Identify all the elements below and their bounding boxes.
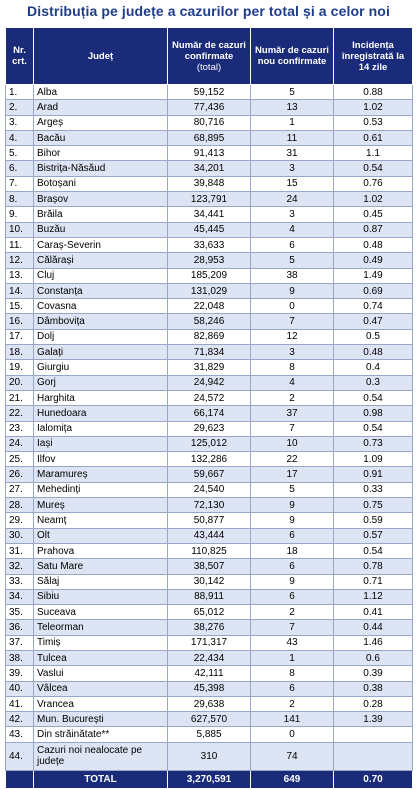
row-incidence: 1.09 [334, 452, 413, 467]
row-new: 10 [251, 436, 334, 451]
row-nr: 29. [6, 513, 34, 528]
row-incidence: 0.48 [334, 237, 413, 252]
row-total: 45,445 [168, 222, 251, 237]
table-row [6, 329, 413, 344]
row-judet: Mehedinți [34, 482, 168, 497]
row-nr: 3. [6, 115, 34, 130]
row-new: 37 [251, 406, 334, 421]
row-total: 80,716 [168, 115, 251, 130]
row-total: 125,012 [168, 436, 251, 451]
table-row [6, 176, 413, 191]
row-incidence: 0.38 [334, 681, 413, 696]
row-judet: Hunedoara [34, 406, 168, 421]
row-nr: 18. [6, 345, 34, 360]
row-judet: Cazuri noi nealocate pe județe [34, 742, 168, 770]
row-judet: Buzău [34, 222, 168, 237]
total-new: 649 [251, 770, 334, 788]
table-row [6, 100, 413, 115]
row-nr: 24. [6, 436, 34, 451]
row-judet: Sibiu [34, 589, 168, 604]
row-nr: 16. [6, 314, 34, 329]
header-judet: Județ [34, 28, 168, 85]
row-total: 31,829 [168, 360, 251, 375]
header-incidence: Incidența înregistrată la 14 zile [334, 28, 413, 85]
row-nr: 6. [6, 161, 34, 176]
row-judet: Satu Mare [34, 559, 168, 574]
row-new: 11 [251, 130, 334, 145]
table-row [6, 314, 413, 329]
row-judet: Caraș-Severin [34, 237, 168, 252]
table-row [6, 222, 413, 237]
header-total-label: Număr de cazuri confirmate [172, 39, 246, 62]
row-nr: 10. [6, 222, 34, 237]
row-judet: Teleorman [34, 620, 168, 635]
row-nr: 36. [6, 620, 34, 635]
row-total: 24,942 [168, 375, 251, 390]
row-new: 2 [251, 390, 334, 405]
row-nr: 8. [6, 192, 34, 207]
row-new: 9 [251, 513, 334, 528]
row-incidence: 0.57 [334, 528, 413, 543]
table-row [6, 559, 413, 574]
row-total: 185,209 [168, 268, 251, 283]
table-row [6, 620, 413, 635]
table-row [6, 161, 413, 176]
row-nr: 33. [6, 574, 34, 589]
row-new: 24 [251, 192, 334, 207]
row-incidence: 0.88 [334, 85, 413, 100]
row-incidence: 0.54 [334, 543, 413, 558]
table-row [6, 696, 413, 711]
row-nr: 21. [6, 390, 34, 405]
row-new: 7 [251, 314, 334, 329]
row-incidence: 0.41 [334, 605, 413, 620]
row-judet: Gorj [34, 375, 168, 390]
row-incidence: 0.78 [334, 559, 413, 574]
row-total: 22,434 [168, 650, 251, 665]
row-nr: 42. [6, 712, 34, 727]
row-judet: Vrancea [34, 696, 168, 711]
row-total: 310 [168, 742, 251, 770]
table-row [6, 666, 413, 681]
row-total: 24,572 [168, 390, 251, 405]
total-incidence: 0.70 [334, 770, 413, 788]
table-row [6, 727, 413, 742]
table-row [6, 467, 413, 482]
row-incidence: 1.02 [334, 192, 413, 207]
row-new: 4 [251, 375, 334, 390]
row-nr: 17. [6, 329, 34, 344]
row-new: 15 [251, 176, 334, 191]
table-row [6, 115, 413, 130]
row-new: 6 [251, 681, 334, 696]
row-nr: 12. [6, 253, 34, 268]
row-incidence: 0.74 [334, 299, 413, 314]
row-judet: Vâlcea [34, 681, 168, 696]
row-total: 65,012 [168, 605, 251, 620]
row-nr: 35. [6, 605, 34, 620]
row-total: 627,570 [168, 712, 251, 727]
table-body [6, 85, 413, 771]
table-row [6, 192, 413, 207]
row-judet: Brăila [34, 207, 168, 222]
row-new: 2 [251, 605, 334, 620]
row-incidence: 0.53 [334, 115, 413, 130]
row-new: 13 [251, 100, 334, 115]
row-nr: 23. [6, 421, 34, 436]
row-judet: Cluj [34, 268, 168, 283]
row-new: 1 [251, 650, 334, 665]
row-total: 33,633 [168, 237, 251, 252]
row-total: 132,286 [168, 452, 251, 467]
row-incidence: 1.46 [334, 635, 413, 650]
row-nr: 22. [6, 406, 34, 421]
row-new: 9 [251, 283, 334, 298]
row-judet: Brașov [34, 192, 168, 207]
table-row [6, 452, 413, 467]
row-total: 50,877 [168, 513, 251, 528]
row-incidence: 0.59 [334, 513, 413, 528]
row-new: 31 [251, 146, 334, 161]
row-new: 0 [251, 727, 334, 742]
row-incidence: 0.54 [334, 390, 413, 405]
row-incidence: 1.12 [334, 589, 413, 604]
row-incidence: 0.48 [334, 345, 413, 360]
row-new: 9 [251, 498, 334, 513]
row-nr: 30. [6, 528, 34, 543]
row-incidence: 0.71 [334, 574, 413, 589]
row-nr: 25. [6, 452, 34, 467]
row-total: 59,152 [168, 85, 251, 100]
row-total: 171,317 [168, 635, 251, 650]
header-total [168, 28, 251, 85]
table-row [6, 85, 413, 100]
table-row [6, 712, 413, 727]
row-total: 77,436 [168, 100, 251, 115]
row-new: 17 [251, 467, 334, 482]
row-incidence: 0.5 [334, 329, 413, 344]
total-row [6, 770, 413, 788]
row-nr: 20. [6, 375, 34, 390]
row-judet: Maramureș [34, 467, 168, 482]
row-total: 29,638 [168, 696, 251, 711]
row-nr: 2. [6, 100, 34, 115]
table-row [6, 742, 413, 770]
header-total-sub: (total) [196, 61, 222, 73]
row-judet: Bihor [34, 146, 168, 161]
row-new: 3 [251, 161, 334, 176]
row-judet: Giurgiu [34, 360, 168, 375]
table-row [6, 482, 413, 497]
row-judet: Galați [34, 345, 168, 360]
row-incidence: 0.87 [334, 222, 413, 237]
row-new: 7 [251, 421, 334, 436]
row-total: 42,111 [168, 666, 251, 681]
row-new: 22 [251, 452, 334, 467]
row-total: 29,623 [168, 421, 251, 436]
row-incidence: 0.54 [334, 161, 413, 176]
row-judet: Bacău [34, 130, 168, 145]
county-cases-table [5, 27, 413, 789]
table-row [6, 498, 413, 513]
table-row [6, 406, 413, 421]
table-row [6, 237, 413, 252]
row-total: 5,885 [168, 727, 251, 742]
row-incidence: 0.3 [334, 375, 413, 390]
row-total: 131,029 [168, 283, 251, 298]
row-total: 88,911 [168, 589, 251, 604]
row-total: 24,540 [168, 482, 251, 497]
row-nr: 28. [6, 498, 34, 513]
table-row [6, 345, 413, 360]
table-row [6, 299, 413, 314]
row-incidence: 1.39 [334, 712, 413, 727]
row-nr: 27. [6, 482, 34, 497]
row-total: 45,398 [168, 681, 251, 696]
row-nr: 19. [6, 360, 34, 375]
row-judet: Harghita [34, 390, 168, 405]
table-row [6, 390, 413, 405]
row-incidence: 0.54 [334, 421, 413, 436]
row-nr: 43. [6, 727, 34, 742]
row-judet: Dâmbovița [34, 314, 168, 329]
row-total: 82,869 [168, 329, 251, 344]
row-new: 6 [251, 589, 334, 604]
row-incidence: 0.4 [334, 360, 413, 375]
row-incidence: 0.44 [334, 620, 413, 635]
row-total: 68,895 [168, 130, 251, 145]
row-nr: 38. [6, 650, 34, 665]
table-row [6, 635, 413, 650]
total-confirmed: 3,270,591 [168, 770, 251, 788]
row-judet: Suceava [34, 605, 168, 620]
row-incidence: 0.61 [334, 130, 413, 145]
row-new: 141 [251, 712, 334, 727]
table-row [6, 268, 413, 283]
row-incidence [334, 742, 413, 770]
row-new: 1 [251, 115, 334, 130]
row-judet: Tulcea [34, 650, 168, 665]
row-incidence: 0.76 [334, 176, 413, 191]
row-total: 34,441 [168, 207, 251, 222]
row-judet: Bistrița-Năsăud [34, 161, 168, 176]
row-incidence: 0.47 [334, 314, 413, 329]
table-row [6, 605, 413, 620]
row-incidence: 0.75 [334, 498, 413, 513]
row-new: 43 [251, 635, 334, 650]
row-judet: Argeș [34, 115, 168, 130]
row-judet: Prahova [34, 543, 168, 558]
row-total: 38,507 [168, 559, 251, 574]
row-judet: Olt [34, 528, 168, 543]
table-header-row [6, 28, 413, 85]
row-nr: 14. [6, 283, 34, 298]
row-incidence: 0.33 [334, 482, 413, 497]
row-new: 18 [251, 543, 334, 558]
table-row [6, 513, 413, 528]
row-total: 30,142 [168, 574, 251, 589]
total-nr-cell [6, 770, 34, 788]
row-judet: Timiș [34, 635, 168, 650]
row-judet: Vaslui [34, 666, 168, 681]
row-total: 39,848 [168, 176, 251, 191]
row-judet: Mun. București [34, 712, 168, 727]
row-new: 3 [251, 345, 334, 360]
row-judet: Neamț [34, 513, 168, 528]
table-row [6, 283, 413, 298]
row-incidence: 1.02 [334, 100, 413, 115]
row-nr: 5. [6, 146, 34, 161]
row-total: 58,246 [168, 314, 251, 329]
row-judet: Botoșani [34, 176, 168, 191]
row-incidence: 0.28 [334, 696, 413, 711]
row-nr: 41. [6, 696, 34, 711]
row-judet: Constanța [34, 283, 168, 298]
row-new: 0 [251, 299, 334, 314]
row-new: 6 [251, 528, 334, 543]
row-nr: 26. [6, 467, 34, 482]
row-incidence: 0.6 [334, 650, 413, 665]
row-judet: Alba [34, 85, 168, 100]
row-total: 34,201 [168, 161, 251, 176]
row-incidence: 1.1 [334, 146, 413, 161]
row-total: 43,444 [168, 528, 251, 543]
row-new: 8 [251, 666, 334, 681]
row-new: 7 [251, 620, 334, 635]
row-incidence: 0.69 [334, 283, 413, 298]
row-judet: Iași [34, 436, 168, 451]
row-judet: Din străinătate** [34, 727, 168, 742]
table-row [6, 207, 413, 222]
table-row [6, 130, 413, 145]
row-incidence: 0.91 [334, 467, 413, 482]
row-total: 110,825 [168, 543, 251, 558]
row-nr: 32. [6, 559, 34, 574]
row-judet: Arad [34, 100, 168, 115]
row-nr: 11. [6, 237, 34, 252]
table-row [6, 436, 413, 451]
row-judet: Dolj [34, 329, 168, 344]
table-row [6, 650, 413, 665]
row-incidence: 0.98 [334, 406, 413, 421]
row-total: 28,953 [168, 253, 251, 268]
header-nr: Nr. crt. [6, 28, 34, 85]
row-new: 12 [251, 329, 334, 344]
table-row [6, 574, 413, 589]
row-incidence [334, 727, 413, 742]
row-judet: Covasna [34, 299, 168, 314]
row-new: 74 [251, 742, 334, 770]
row-judet: Ilfov [34, 452, 168, 467]
row-new: 9 [251, 574, 334, 589]
row-new: 5 [251, 482, 334, 497]
row-incidence: 1.49 [334, 268, 413, 283]
row-new: 6 [251, 237, 334, 252]
row-nr: 7. [6, 176, 34, 191]
table-row [6, 146, 413, 161]
row-new: 4 [251, 222, 334, 237]
row-new: 5 [251, 85, 334, 100]
page-title: Distribuția pe județe a cazurilor per total și a celor noi [27, 3, 390, 19]
table-row [6, 360, 413, 375]
row-total: 22,048 [168, 299, 251, 314]
table-row [6, 543, 413, 558]
row-nr: 37. [6, 635, 34, 650]
row-nr: 34. [6, 589, 34, 604]
row-nr: 40. [6, 681, 34, 696]
table-row [6, 528, 413, 543]
row-incidence: 0.73 [334, 436, 413, 451]
row-new: 8 [251, 360, 334, 375]
row-total: 71,834 [168, 345, 251, 360]
total-label: TOTAL [34, 770, 168, 788]
row-nr: 13. [6, 268, 34, 283]
table-row [6, 421, 413, 436]
row-incidence: 0.39 [334, 666, 413, 681]
row-incidence: 0.49 [334, 253, 413, 268]
row-nr: 15. [6, 299, 34, 314]
row-judet: Călărași [34, 253, 168, 268]
table-row [6, 253, 413, 268]
row-total: 91,413 [168, 146, 251, 161]
row-new: 38 [251, 268, 334, 283]
row-nr: 4. [6, 130, 34, 145]
table-row [6, 681, 413, 696]
row-judet: Ialomița [34, 421, 168, 436]
row-judet: Mureș [34, 498, 168, 513]
row-nr: 39. [6, 666, 34, 681]
row-total: 59,667 [168, 467, 251, 482]
table-row [6, 589, 413, 604]
row-judet: Sălaj [34, 574, 168, 589]
row-nr: 9. [6, 207, 34, 222]
row-new: 2 [251, 696, 334, 711]
row-new: 3 [251, 207, 334, 222]
row-nr: 31. [6, 543, 34, 558]
row-new: 5 [251, 253, 334, 268]
row-total: 66,174 [168, 406, 251, 421]
row-incidence: 0.45 [334, 207, 413, 222]
row-total: 123,791 [168, 192, 251, 207]
table-row [6, 375, 413, 390]
row-new: 6 [251, 559, 334, 574]
row-nr: 44. [6, 742, 34, 770]
row-total: 38,276 [168, 620, 251, 635]
row-total: 72,130 [168, 498, 251, 513]
header-new: Număr de cazuri nou confirmate [251, 28, 334, 85]
row-nr: 1. [6, 85, 34, 100]
